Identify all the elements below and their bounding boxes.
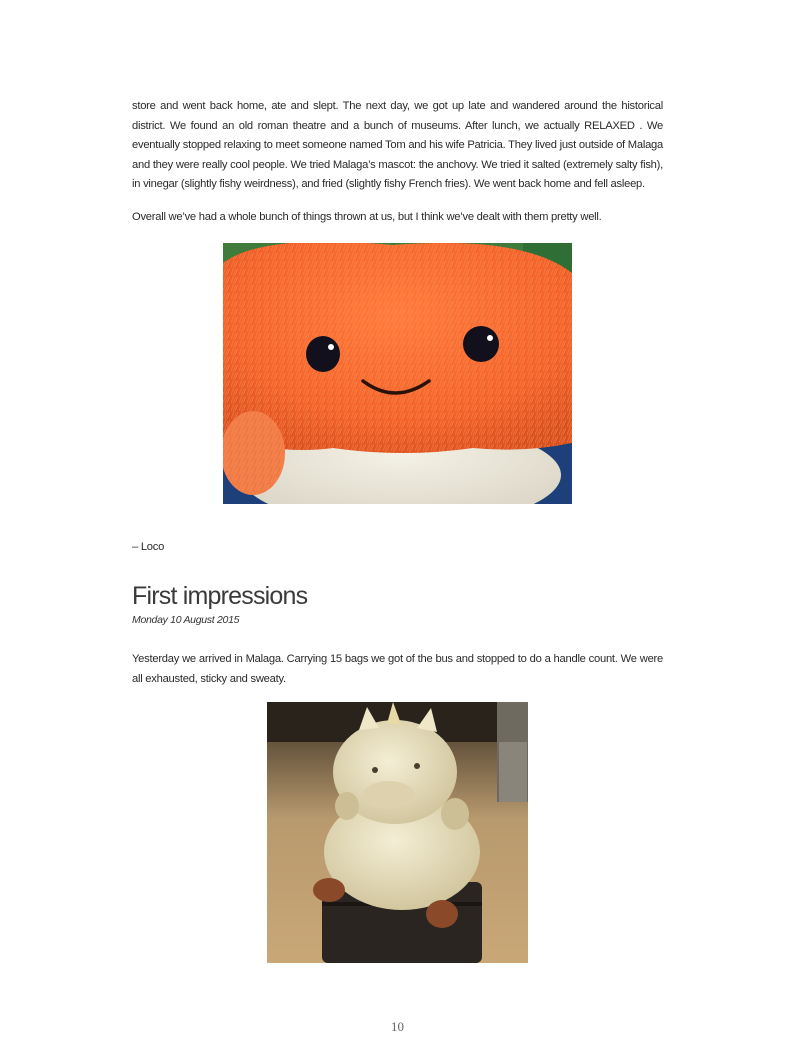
body-paragraph-overall: Overall we’ve had a whole bunch of things thrown at us, but I think we’ve dealt with them pretty well. (132, 211, 602, 223)
unicorn-plush-photo (267, 702, 528, 963)
post-date: Monday 10 August 2015 (132, 614, 240, 626)
post-body-paragraph: Yesterday we arrived in Malaga. Carrying 15 bags we got of the bus and stopped to do a handle count. We were all exhausted, sticky and sweaty. (132, 653, 663, 685)
post-title: First impressions (132, 582, 308, 610)
author-signoff: – Loco (132, 541, 165, 553)
crab-plush-image (223, 243, 572, 504)
body-paragraph: store and went back home, ate and slept. The next day, we got up late and wandered around the historical district. We found an old roman theatre and a bunch of museums. After lunch, we actually RELAXED . We eventually stopped relaxing to meet someone named Tom and his wife Patricia. They lived just outside of Malaga and they were really cool people. We tried Malaga’s mascot: the anchovy. We tried it salted (extremely salty fish), in vinegar (slightly fishy weirdness), and fried (slightly fishy French fries). We went back home and fell asleep. (132, 100, 663, 191)
crab-plush-photo (223, 243, 572, 504)
page-number: 10 (391, 1019, 404, 1034)
unicorn-plush-image (267, 702, 528, 963)
